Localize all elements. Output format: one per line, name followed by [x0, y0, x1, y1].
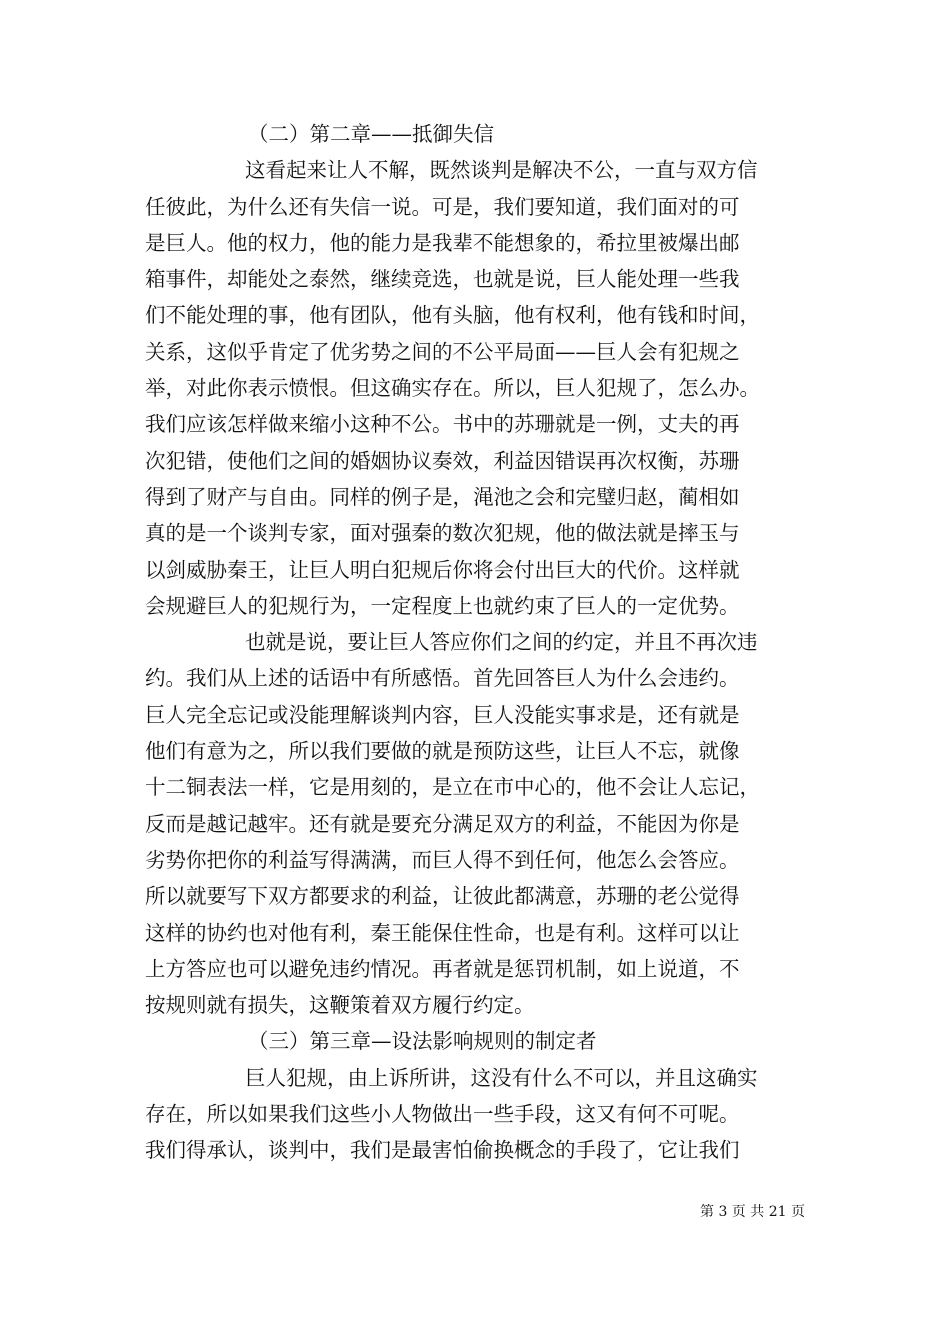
page-number-footer: 第 3 页 共 21 页: [700, 1204, 805, 1220]
paragraph-line: 得到了财产与自由。同样的例子是，渑池之会和完璧归赵，蔺相如: [145, 484, 740, 509]
paragraph-line: 也就是说，要让巨人答应你们之间的约定，并且不再次违: [245, 630, 758, 655]
paragraph-line: 关系，这似乎肯定了优劣势之间的不公平局面——巨人会有犯规之: [145, 339, 740, 364]
paragraph-line: 所以就要写下双方都要求的利益，让彼此都满意，苏珊的老公觉得: [145, 884, 740, 909]
paragraph-line: 这看起来让人不解，既然谈判是解决不公，一直与双方信: [245, 158, 758, 183]
paragraph-line: 约。我们从上述的话语中有所感悟。首先回答巨人为什么会违约。: [145, 666, 740, 691]
paragraph-line: 会规避巨人的犯规行为，一定程度上也就约束了巨人的一定优势。: [145, 593, 740, 618]
paragraph-line: 们不能处理的事，他有团队，他有头脑，他有权利，他有钱和时间，: [145, 303, 760, 328]
paragraph-line: 我们应该怎样做来缩小这种不公。书中的苏珊就是一例，丈夫的再: [145, 412, 740, 437]
paragraph-line: 巨人犯规，由上诉所讲，这没有什么不可以，并且这确实: [245, 1065, 758, 1090]
paragraph-line: 反而是越记越牢。还有就是要充分满足双方的利益，不能因为你是: [145, 811, 740, 836]
paragraph-line: 存在，所以如果我们这些小人物做出一些手段，这又有何不可呢。: [145, 1102, 740, 1127]
document-body: [145, 116, 815, 1169]
paragraph-line: 举，对此你表示愤恨。但这确实存在。所以，巨人犯规了，怎么办。: [145, 376, 760, 401]
section-heading: （二）第二章——抵御失信: [248, 122, 494, 146]
paragraph-line: 他们有意为之，所以我们要做的就是预防这些，让巨人不忘，就像: [145, 739, 740, 764]
section-heading: （三）第三章—设法影响规则的制定者: [248, 1029, 597, 1054]
paragraph-line: 上方答应也可以避免违约情况。再者就是惩罚机制，如上说道，不: [145, 956, 740, 981]
paragraph-line: 我们得承认，谈判中，我们是最害怕偷换概念的手段了，它让我们: [145, 1138, 740, 1163]
paragraph-line: 真的是一个谈判专家，面对强秦的数次犯规，他的做法就是摔玉与: [145, 521, 740, 546]
paragraph-line: 以剑威胁秦王，让巨人明白犯规后你将会付出巨大的代价。这样就: [145, 557, 740, 582]
paragraph-line: 巨人完全忘记或没能理解谈判内容，巨人没能实事求是，还有就是: [145, 702, 740, 727]
paragraph-line: 按规则就有损失，这鞭策着双方履行约定。: [145, 993, 535, 1018]
paragraph-line: 任彼此，为什么还有失信一说。可是，我们要知道，我们面对的可: [145, 194, 740, 219]
paragraph-line: 箱事件，却能处之泰然，继续竞选，也就是说，巨人能处理一些我: [145, 267, 740, 292]
paragraph-line: 十二铜表法一样，它是用刻的，是立在市中心的，他不会让人忘记，: [145, 775, 760, 800]
paragraph-line: 劣势你把你的利益写得满满，而巨人得不到任何，他怎么会答应。: [145, 847, 740, 872]
paragraph-line: 次犯错，使他们之间的婚姻协议奏效，利益因错误再次权衡，苏珊: [145, 448, 740, 473]
paragraph-line: 是巨人。他的权力，他的能力是我辈不能想象的，希拉里被爆出邮: [145, 230, 740, 255]
paragraph-line: 这样的协约也对他有利，秦王能保住性命，也是有利。这样可以让: [145, 920, 740, 945]
